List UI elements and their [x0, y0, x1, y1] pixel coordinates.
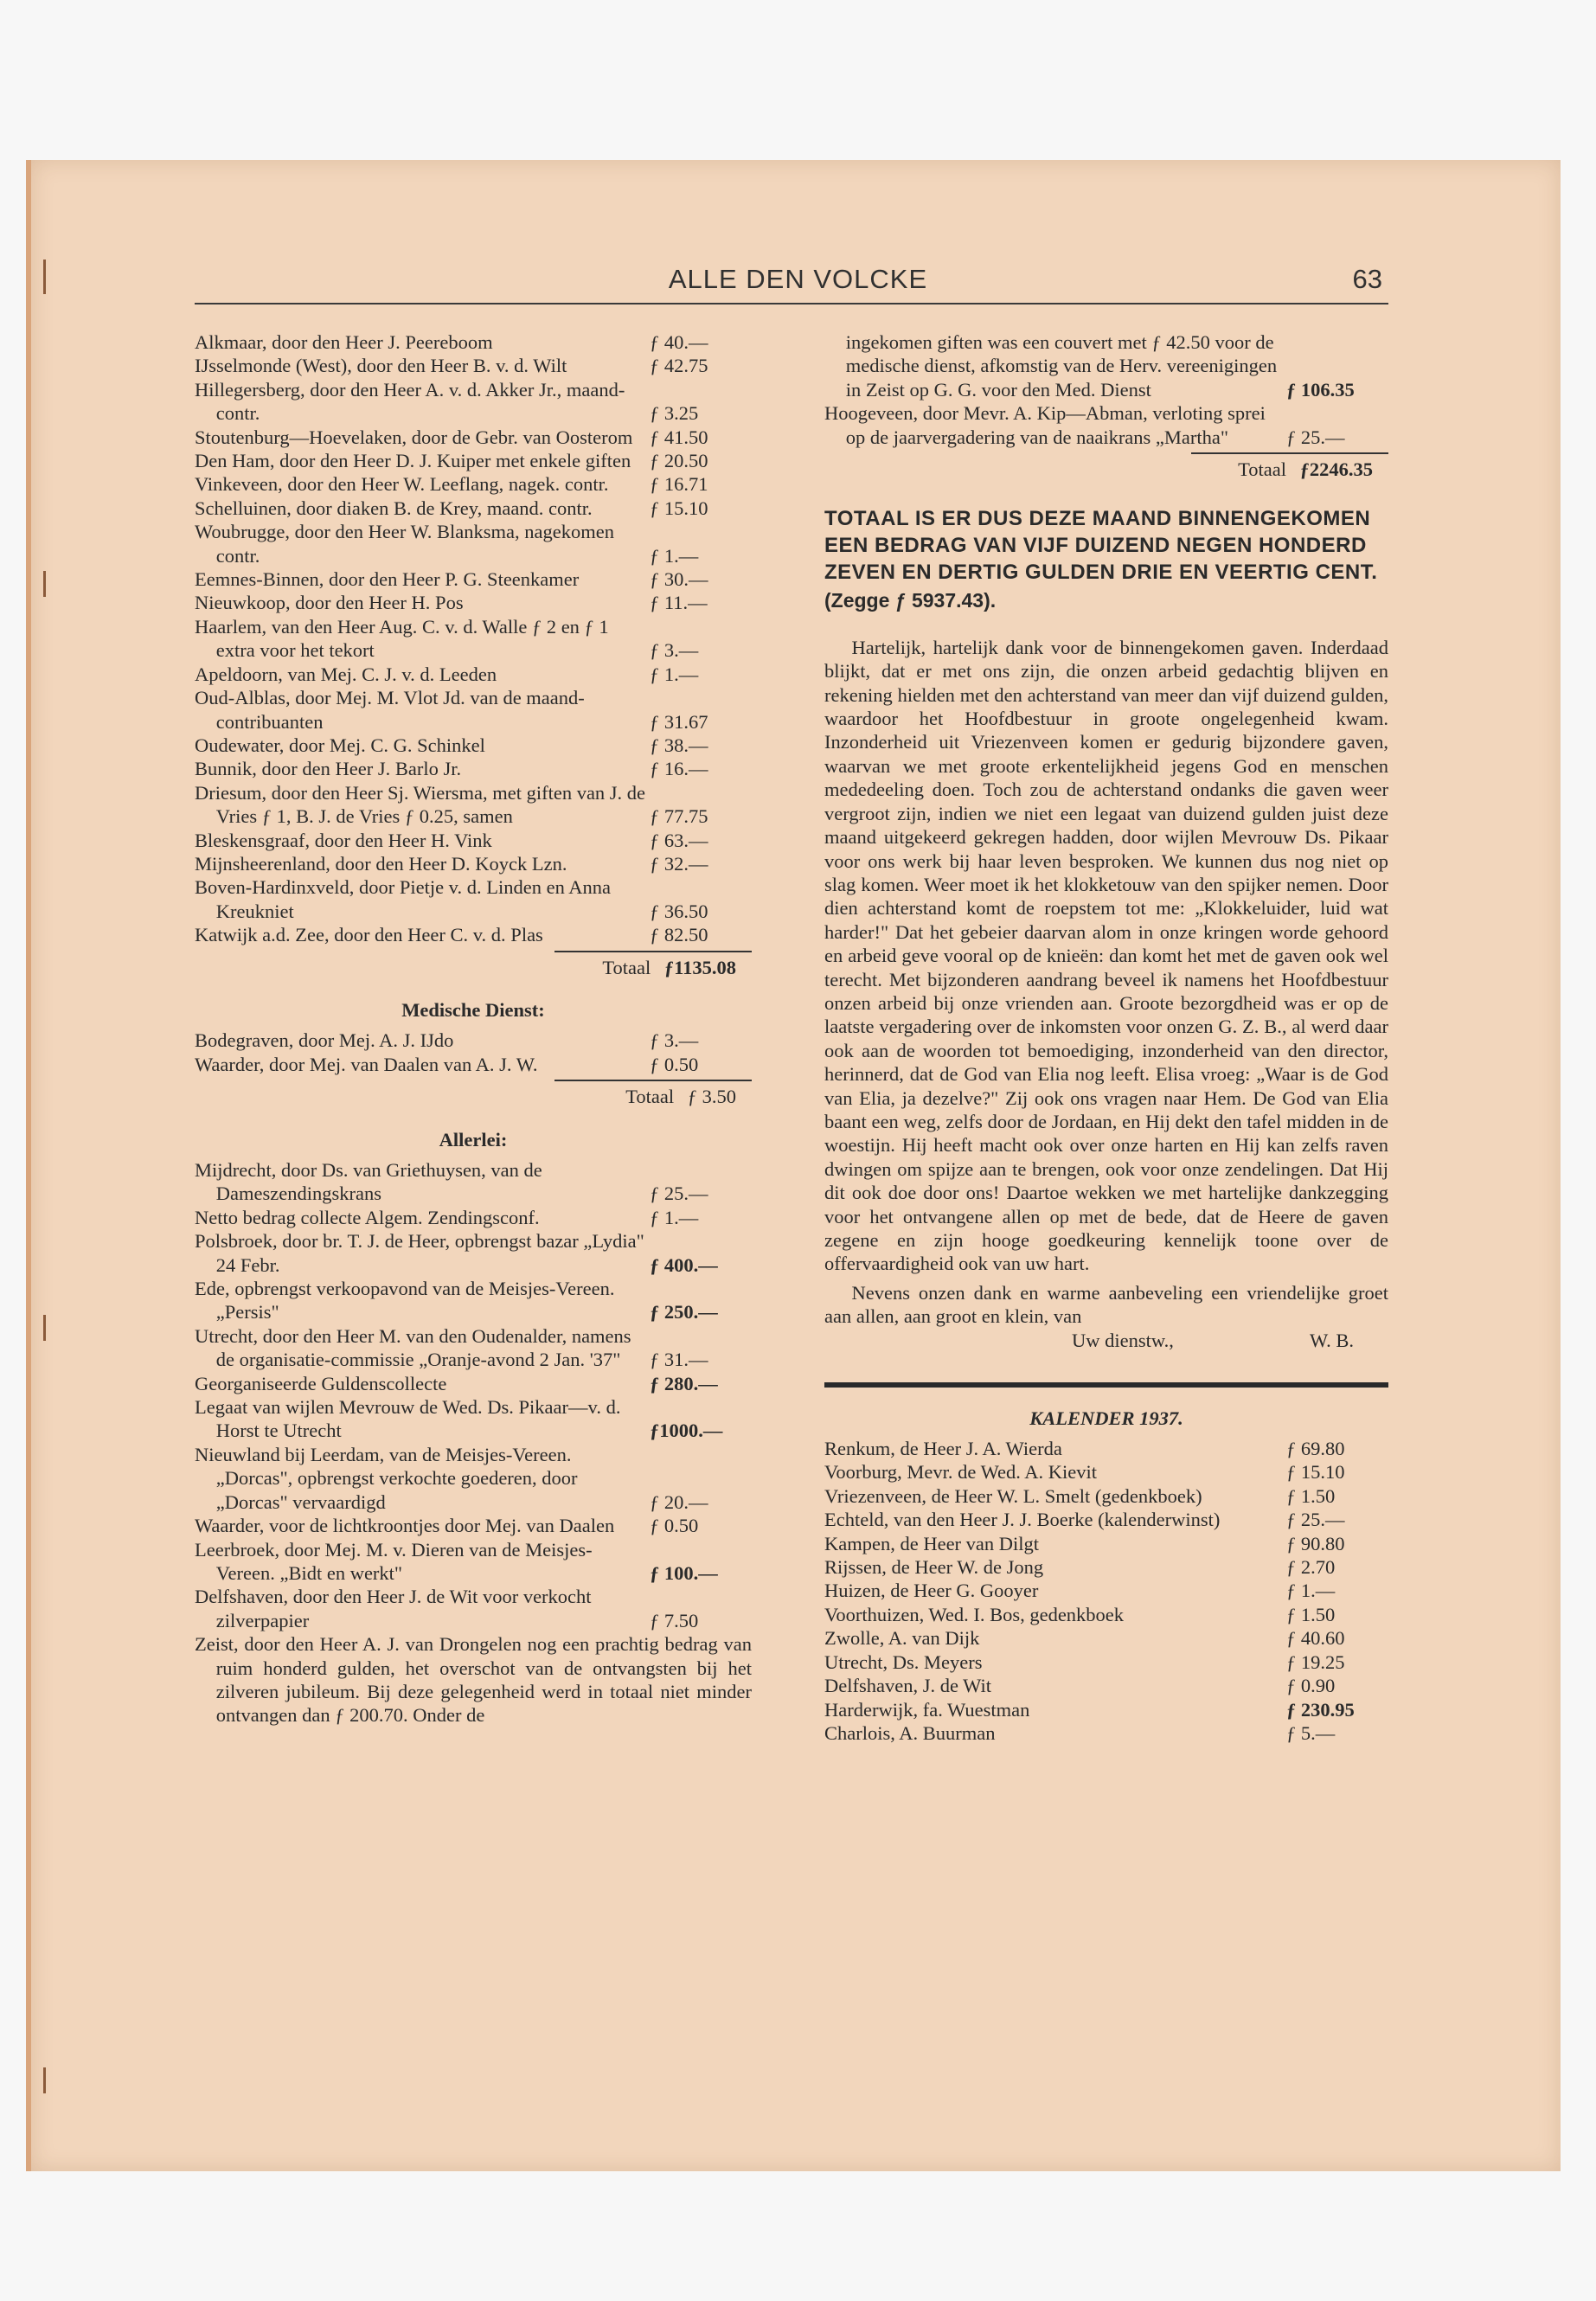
donation-entry — [195, 520, 752, 567]
kalender-heading: KALENDER 1937. — [1029, 1407, 1183, 1429]
entry-amount: ƒ1000.— — [646, 1419, 752, 1442]
entry-text: ingekomen giften was een couvert met ƒ 42.50 voor de medische dienst, afkomstig van de Herv. vereenigingen in Zeist op G. G. voor den Med. Dienst — [845, 331, 1278, 401]
entry-text: Polsbroek, door br. T. J. de Heer, opbrengst bazar „Lydia" 24 Febr. — [195, 1230, 644, 1276]
entry-amount: ƒ 3.— — [646, 638, 752, 662]
donation-entry — [195, 875, 752, 923]
entry-amount: ƒ 40.— — [646, 330, 752, 354]
entry-text: Stoutenburg—Hoevelaken, door de Gebr. van Oosterom — [195, 426, 633, 448]
allerlei-entry — [195, 1514, 752, 1537]
entry-text: Woubrugge, door den Heer W. Blanksma, nagekomen contr. — [195, 521, 614, 567]
entry-text: Voorthuizen, Wed. I. Bos, gedenkboek — [824, 1603, 1125, 1625]
entry-amount: ƒ 15.10 — [1283, 1460, 1388, 1484]
entry-amount: ƒ 77.75 — [646, 804, 752, 828]
entry-amount: ƒ 250.— — [646, 1300, 752, 1324]
donation-entry — [195, 757, 752, 780]
entry-amount: ƒ 106.35 — [1283, 378, 1388, 401]
entry-text: Utrecht, door den Heer M. van den Oudenalder, namens de organisatie-commissie „Oranje-avond 2 Jan. '37" — [195, 1324, 631, 1371]
medisch-total-row — [195, 1085, 752, 1108]
entry-amount: ƒ 25.— — [1283, 426, 1388, 449]
entry-text: Mijnsheerenland, door den Heer D. Koyck Lzn. — [195, 852, 567, 875]
entry-text: Mijdrecht, door Ds. van Griethuysen, van de Dameszendingskrans — [195, 1159, 542, 1205]
entry-text: IJsselmonde (West), door den Heer B. v. d. Wilt — [195, 355, 567, 377]
kalender-entry — [824, 1650, 1388, 1674]
entry-amount: ƒ 38.— — [646, 734, 752, 757]
allerlei-entry — [195, 1538, 752, 1586]
entry-amount: ƒ 32.— — [646, 852, 752, 875]
entry-amount: ƒ 3.25 — [646, 401, 752, 425]
donation-entry — [195, 686, 752, 734]
allerlei-entry — [195, 1206, 752, 1229]
entry-amount: ƒ 0.50 — [646, 1514, 752, 1537]
donation-entry — [195, 426, 752, 449]
donation-entry — [195, 615, 752, 663]
entry-text: Hoogeveen, door Mevr. A. Kip—Abman, verloting sprei op de jaarvergadering van de naaikrans „Martha" — [824, 402, 1266, 448]
donation-entry — [195, 734, 752, 757]
entry-amount: ƒ 1.— — [646, 663, 752, 686]
continued-entry — [824, 330, 1388, 401]
entry-amount: ƒ 30.— — [646, 567, 752, 591]
entry-text: Waarder, voor de lichtkroontjes door Mej. van Daalen — [195, 1515, 615, 1537]
entry-amount: ƒ 40.60 — [1283, 1626, 1388, 1650]
kalender-entry — [824, 1674, 1388, 1697]
entry-text: Nieuwkoop, door den Heer H. Pos — [195, 592, 464, 614]
allerlei-entry — [195, 1443, 752, 1514]
donation-entry — [195, 472, 752, 496]
entry-text: Bodegraven, door Mej. A. J. IJdo — [195, 1029, 454, 1052]
entry-amount: ƒ 1.50 — [1283, 1484, 1388, 1508]
entry-text: Oudewater, door Mej. C. G. Schinkel — [195, 734, 485, 756]
donation-entry — [195, 567, 752, 591]
header-rule — [195, 303, 1388, 304]
donation-entry — [195, 354, 752, 377]
kalender-entry — [824, 1508, 1388, 1531]
entry-amount: ƒ 230.95 — [1283, 1698, 1388, 1721]
total-value: ƒ2246.35 — [1299, 458, 1373, 481]
grand-total-announcement: TOTAAL IS ER DUS DEZE MAAND BINNENGEKOMEN EEN BEDRAG VAN VIJF DUIZEND NEGEN HONDERD ZEVEN EN DERTIG GULDEN DRIE EN VEERTIG CENT. — [824, 507, 1378, 585]
kalender-entry — [824, 1721, 1388, 1745]
entry-text: Vriezenveen, de Heer W. L. Smelt (gedenkboek) — [824, 1484, 1202, 1507]
total-row — [824, 458, 1388, 481]
entry-text: Legaat van wijlen Mevrouw de Wed. Ds. Pikaar—v. d. Horst te Utrecht — [195, 1396, 621, 1442]
total-label: Totaal — [1238, 458, 1286, 481]
donation-entry — [195, 378, 752, 426]
entry-text: Waarder, door Mej. van Daalen van A. J. W. — [195, 1053, 538, 1075]
greeting-paragraph: Nevens onzen dank en warme aanbeveling een vriendelijke groet aan allen, aan groot en klein, van — [824, 1281, 1388, 1328]
medisch-entry — [195, 1053, 752, 1076]
total-label: Totaal — [625, 1086, 675, 1108]
entry-amount: ƒ 90.80 — [1283, 1532, 1388, 1555]
entry-amount: ƒ 42.75 — [646, 354, 752, 377]
allerlei-entry — [195, 1395, 752, 1443]
entry-amount: ƒ 2.70 — [1283, 1555, 1388, 1579]
allerlei-entry — [195, 1158, 752, 1206]
entry-text: Delfshaven, door den Heer J. de Wit voor verkocht zilverpapier — [195, 1586, 592, 1631]
medisch-list — [195, 1029, 752, 1076]
entry-text: Oud-Alblas, door Mej. M. Vlot Jd. van de maand-contribuanten — [195, 687, 585, 733]
entry-text: Bunnik, door den Heer J. Barlo Jr. — [195, 758, 462, 780]
entry-amount: ƒ 16.71 — [646, 472, 752, 496]
grand-total-amount: (Zegge ƒ 5937.43). — [824, 589, 997, 612]
entry-text: Zwolle, A. van Dijk — [824, 1627, 980, 1650]
entry-text: Haarlem, van den Heer Aug. C. v. d. Walle ƒ 2 en ƒ 1 extra voor het tekort — [195, 615, 609, 662]
section-heading-medisch: Medische Dienst: — [401, 998, 545, 1021]
entry-amount: ƒ 20.50 — [646, 449, 752, 472]
entry-text: Renkum, de Heer J. A. Wierda — [824, 1438, 1062, 1460]
allerlei-entry — [195, 1229, 752, 1277]
signature — [824, 1329, 1388, 1353]
zeist-paragraph: Zeist, door den Heer A. J. van Drongelen nog een prachtig bedrag van ruim honderd gulden, het overschot van de ontvangsten bij het zilveren jubileum. Bij deze gelegenheid werd in totaal niet minder ontvangen dan ƒ 200.70. Onder de — [195, 1633, 752, 1727]
kalender-entry — [824, 1460, 1388, 1484]
thanks-paragraph: Hartelijk, hartelijk dank voor de binnengekomen gaven. Inderdaad blijkt, dat er met ons zijn, die onzen arbeid gedachtig blijven en rekening hielden met den achterstand van meer dan vijf duizend gulden, waardoor het Hoofdbestuur in groote ongelegenheid kwam. Inzonderheid uit Vriezenveen komen er gedurig bijzondere gaven, waarvan we met groote erkentelijkheid jegens God en menschen mededeeling doen. Toch zou de achterstand ondanks die gaven weer vergroot zijn, indien we niet een legaat van duizend gulden juist deze maand uitgekeerd gekregen hadden, door wijlen Mevrouw Ds. Pikaar voor ons werk bij haar leven besproken. We kunnen dus nog niet op slag komen. Weer moet ik het klokketouw van den spijker nemen. Door dien achterstand komt de roepstem tot me: „Klokkeluider, luid wat harder!" Dat het gebeier daarvan alom in onze kringen worde gehoord en arbeid geve vooral op de knieën: dan komt het met de gaven ook wel terecht. Met bijzonderen aandrang beveel ik namens het Hoofdbestuur onzen arbeid bij onze vrienden aan. Groote bezorgdheid was er op de laatste vergadering over de inkomsten voor onzen G. Z. B., al werd daar ook aan de woorden tot bemoediging, inzonderheid van den director, herinnerd, dat de God van Elia nog leeft. Elisa vroeg: „Waar is de God van Elia, ja dezelve?" Zij ook ons vragen naar Hem. De God van Elia baant een weg, zelfs door de Jordaan, en Hij dekt den tafel midden in de woestijn. Hij heeft macht ook over onze harten en Hij kan zelfs raven dwingen om spijze aan te brengen, ook voor onze zendelingen. Dat Hij dit ook doe door ons! Daartoe wekken we met hartelijke dankzegging voor het ontvangene allen op met de bede, dat de Heere de gaven zegene en zijn hooge goedkeuring kennelijk toone over de offervaardigheid ook van uw hart. — [824, 636, 1388, 1275]
left-column — [195, 330, 752, 1727]
donation-entry — [195, 449, 752, 472]
entry-text: Alkmaar, door den Heer J. Peereboom — [195, 331, 493, 353]
entry-text: Schelluinen, door diaken B. de Krey, maand. contr. — [195, 497, 593, 519]
page-header — [0, 264, 1596, 304]
running-title: ALLE DEN VOLCKE — [668, 264, 928, 294]
sum-line — [1191, 452, 1388, 454]
donation-entry — [195, 591, 752, 614]
entry-amount: ƒ 41.50 — [646, 426, 752, 449]
section-heading-allerlei: Allerlei: — [439, 1128, 508, 1150]
entry-text: Leerbroek, door Mej. M. v. Dieren van de Meisjes-Vereen. „Bidt en werkt" — [195, 1538, 593, 1584]
entry-text: Vinkeveen, door den Heer W. Leeflang, nagek. contr. — [195, 473, 609, 496]
entry-amount: ƒ 3.— — [646, 1029, 752, 1052]
entry-text: Ede, opbrengst verkoopavond van de Meisjes-Vereen. „Persis" — [195, 1278, 615, 1324]
medisch-entry — [195, 1029, 752, 1052]
page-number: 63 — [1352, 264, 1382, 294]
kalender-entry — [824, 1484, 1388, 1508]
entry-amount: ƒ 1.50 — [1283, 1603, 1388, 1626]
sum-line — [554, 1080, 752, 1081]
total-label: Totaal — [602, 956, 651, 978]
entry-amount: ƒ 0.90 — [1283, 1674, 1388, 1697]
entry-text: Charlois, A. Buurman — [824, 1721, 996, 1744]
signature-closing: Uw dienstw., — [1072, 1329, 1174, 1351]
donation-entry — [195, 923, 752, 946]
donation-entry — [195, 852, 752, 875]
entry-amount: ƒ 1.— — [646, 1206, 752, 1229]
entry-amount: ƒ 20.— — [646, 1490, 752, 1514]
allerlei-entry — [195, 1372, 752, 1395]
entry-text: Rijssen, de Heer W. de Jong — [824, 1556, 1044, 1579]
entry-amount: ƒ 0.50 — [646, 1053, 752, 1076]
entry-amount: ƒ 36.50 — [646, 900, 752, 923]
sum-line — [554, 951, 752, 952]
allerlei-list — [195, 1158, 752, 1632]
kalender-entry — [824, 1626, 1388, 1650]
entry-text: Echteld, van den Heer J. J. Boerke (kalenderwinst) — [824, 1509, 1221, 1531]
entry-amount: ƒ 69.80 — [1283, 1437, 1388, 1460]
entry-text: Apeldoorn, van Mej. C. J. v. d. Leeden — [195, 663, 497, 685]
entry-amount: ƒ 16.— — [646, 757, 752, 780]
right-column — [824, 330, 1388, 1745]
entry-amount: ƒ 15.10 — [646, 497, 752, 520]
kalender-entry — [824, 1603, 1388, 1626]
donation-entry — [195, 497, 752, 520]
section-divider — [824, 1382, 1388, 1388]
entry-text: Georganiseerde Guldenscollecte — [195, 1372, 447, 1394]
kalender-entry — [824, 1579, 1388, 1602]
entry-text: Harderwijk, fa. Wuestman — [824, 1698, 1030, 1721]
entry-text: Netto bedrag collecte Algem. Zendingsconf. — [195, 1206, 540, 1228]
signature-initials: W. B. — [1309, 1329, 1354, 1351]
entry-text: Utrecht, Ds. Meyers — [824, 1650, 983, 1673]
allerlei-entry — [195, 1585, 752, 1632]
donation-entry — [195, 781, 752, 829]
entry-text: Kampen, de Heer van Dilgt — [824, 1532, 1040, 1554]
total-row — [195, 956, 752, 979]
entry-amount: ƒ 100.— — [646, 1561, 752, 1585]
entry-amount: ƒ 25.— — [646, 1182, 752, 1205]
kalender-entry — [824, 1698, 1388, 1721]
entry-amount: ƒ 25.— — [1283, 1508, 1388, 1531]
entry-text: Hillegersberg, door den Heer A. v. d. Akker Jr., maand-contr. — [195, 378, 625, 425]
entry-amount: ƒ 19.25 — [1283, 1650, 1388, 1674]
entry-amount: ƒ 31.— — [646, 1348, 752, 1371]
kalender-list — [824, 1437, 1388, 1745]
donation-entry — [195, 330, 752, 354]
allerlei-entry — [195, 1324, 752, 1372]
entry-amount: ƒ 280.— — [646, 1372, 752, 1395]
entry-amount: ƒ 82.50 — [646, 923, 752, 946]
entry-text: Huizen, de Heer G. Gooyer — [824, 1580, 1039, 1602]
entry-amount: ƒ 5.— — [1283, 1721, 1388, 1745]
donation-entry — [824, 401, 1388, 449]
total-value: ƒ 3.50 — [687, 1086, 736, 1108]
donation-entry — [195, 663, 752, 686]
kalender-entry — [824, 1532, 1388, 1555]
allerlei-entry — [195, 1277, 752, 1324]
donation-list — [195, 330, 752, 947]
entry-text: Bleskensgraaf, door den Heer H. Vink — [195, 829, 492, 851]
kalender-entry — [824, 1555, 1388, 1579]
entry-amount: ƒ 400.— — [646, 1253, 752, 1277]
kalender-entry — [824, 1437, 1388, 1460]
entry-text: Boven-Hardinxveld, door Pietje v. d. Linden en Anna Kreukniet — [195, 876, 611, 922]
entry-text: Den Ham, door den Heer D. J. Kuiper met enkele giften — [195, 450, 631, 472]
entry-text: Katwijk a.d. Zee, door den Heer C. v. d. Plas — [195, 924, 543, 946]
entry-amount: ƒ 11.— — [646, 591, 752, 614]
entry-amount: ƒ 1.— — [646, 544, 752, 567]
entry-text: Voorburg, Mevr. de Wed. A. Kievit — [824, 1461, 1098, 1484]
entry-amount: ƒ 31.67 — [646, 710, 752, 734]
entry-amount: ƒ 1.— — [1283, 1579, 1388, 1602]
entry-amount: ƒ 7.50 — [646, 1609, 752, 1632]
entry-text: Driesum, door den Heer Sj. Wiersma, met giften van J. de Vries ƒ 1, B. J. de Vries ƒ 0.25, samen — [195, 781, 646, 828]
entry-text: Eemnes-Binnen, door den Heer P. G. Steenkamer — [195, 568, 580, 591]
total-value: ƒ1135.08 — [663, 956, 736, 978]
entry-amount: ƒ 63.— — [646, 829, 752, 852]
donation-entry — [195, 829, 752, 852]
entry-text: Nieuwland bij Leerdam, van de Meisjes-Vereen. „Dorcas", opbrengst verkochte goederen, door „Dorcas" vervaardigd — [195, 1443, 578, 1513]
entry-text: Delfshaven, J. de Wit — [824, 1675, 992, 1697]
